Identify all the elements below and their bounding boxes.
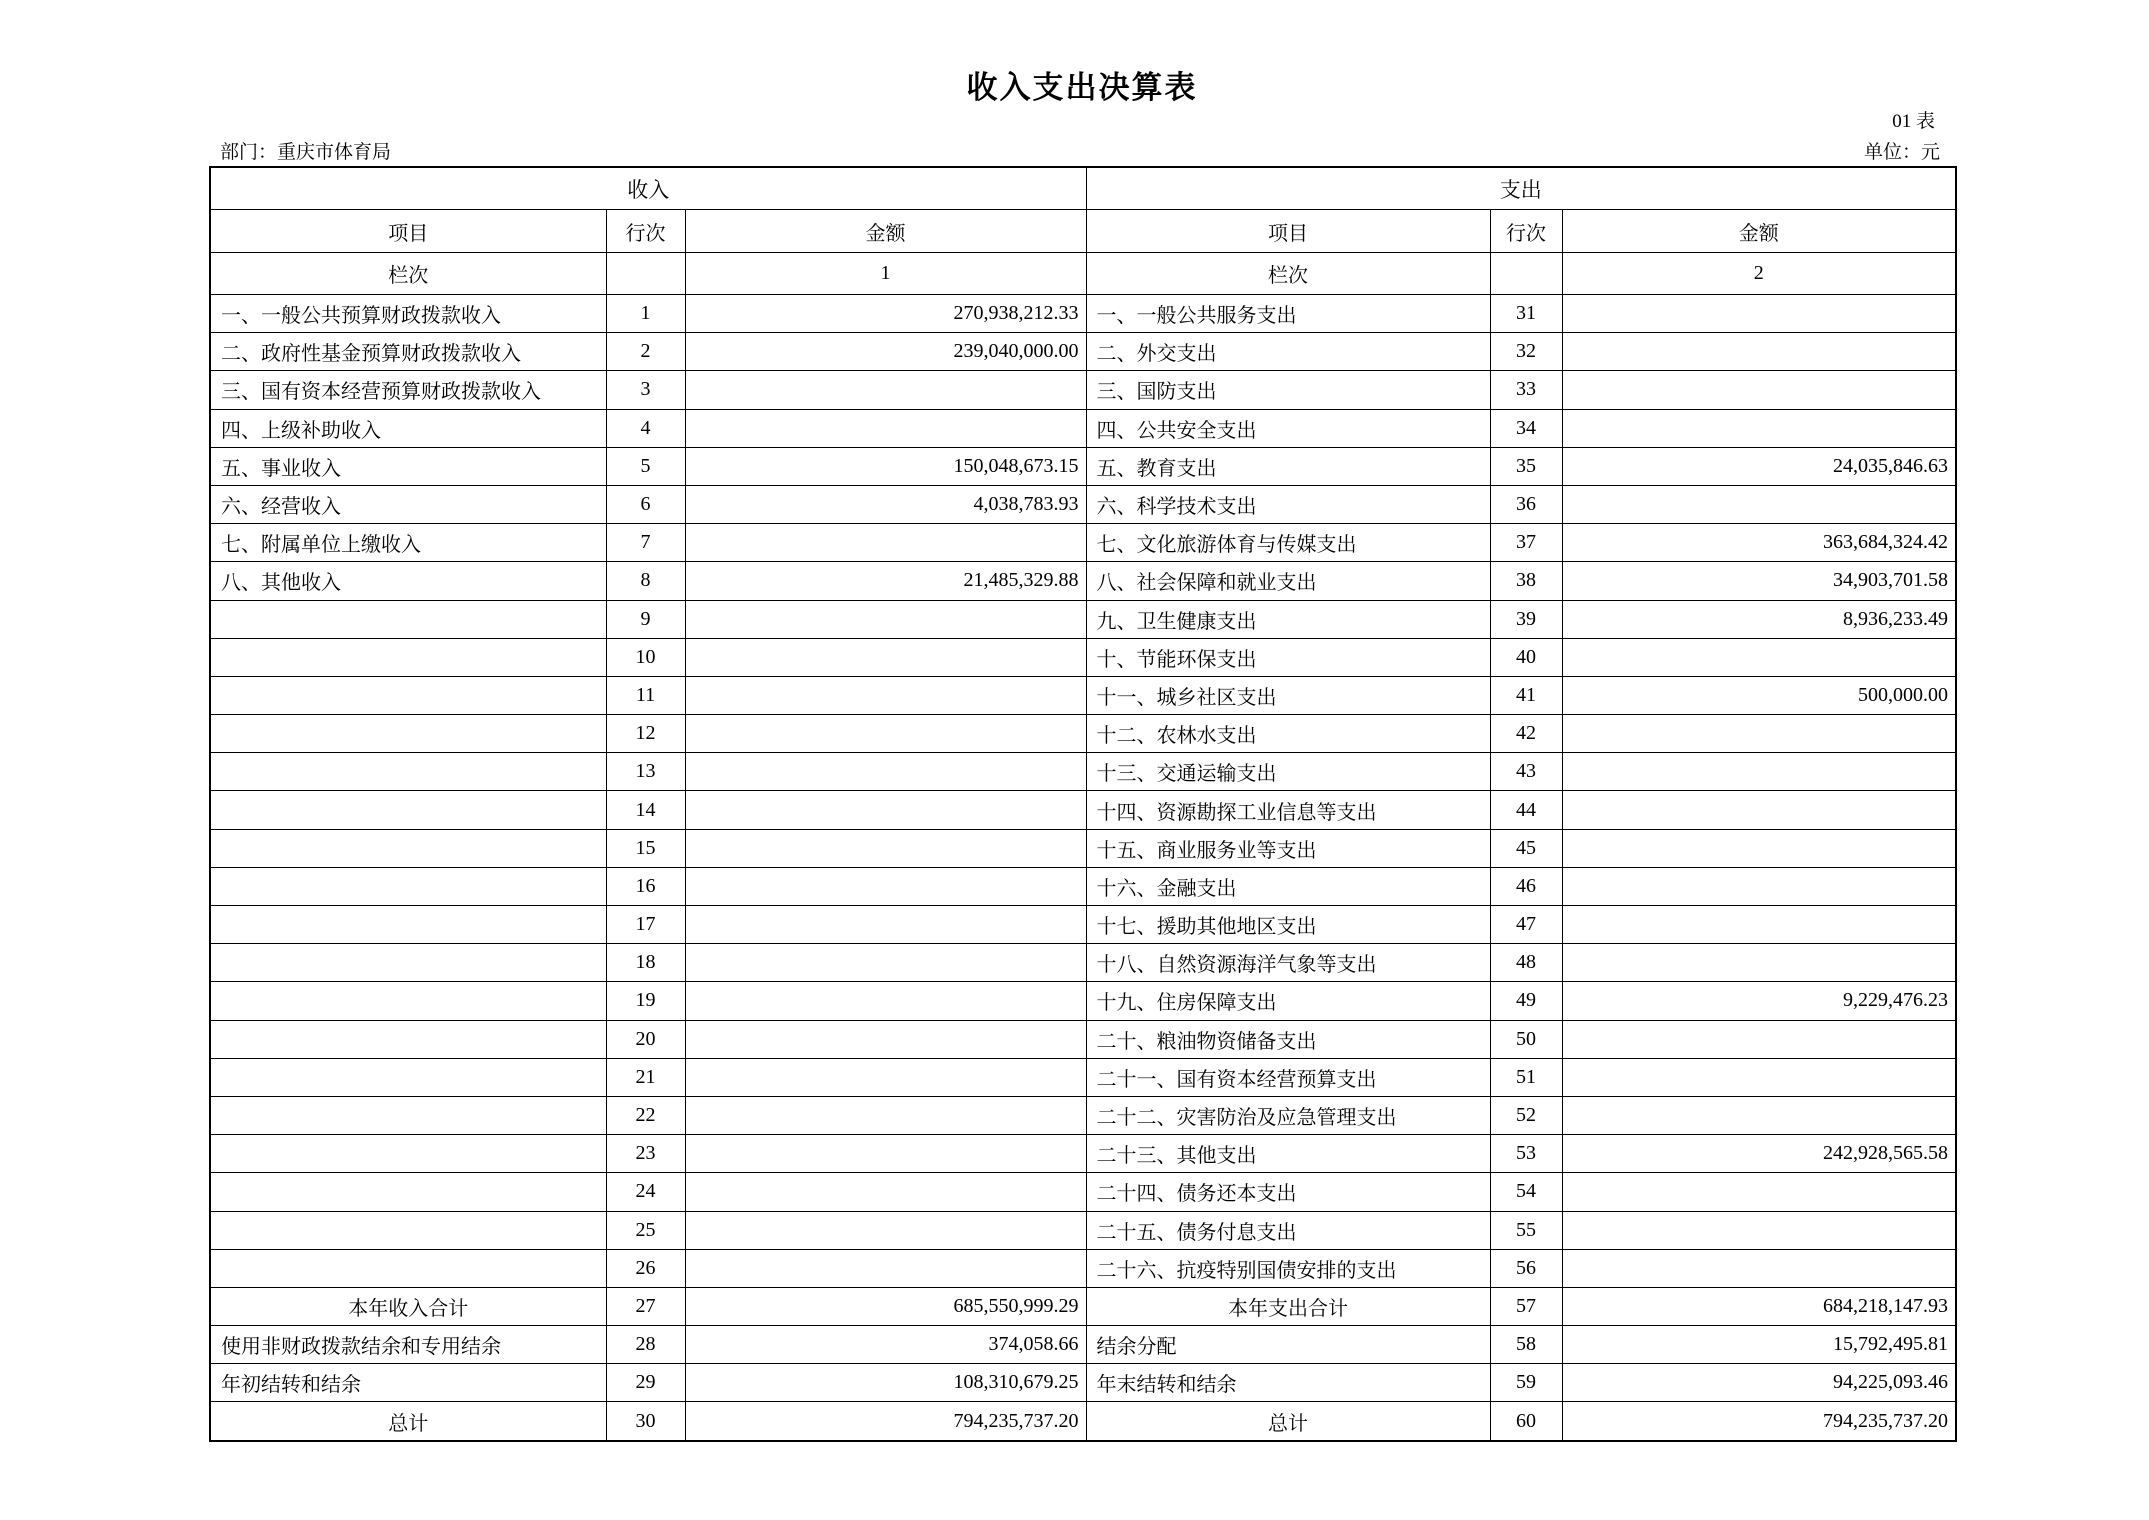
income-item-cell [210,638,606,676]
table-row [210,524,1956,562]
expense-line-no-cell: 56 [1490,1249,1562,1287]
expense-item-cell: 七、文化旅游体育与传媒支出 [1086,524,1490,562]
income-item-cell [210,1249,606,1287]
income-item-cell [210,906,606,944]
expense-amount-column-header: 金额 [1562,210,1956,253]
income-line-no-cell: 14 [606,791,685,829]
income-item-cell: 八、其他收入 [210,562,606,600]
expense-line-no-cell: 59 [1490,1364,1562,1402]
income-line-no-cell: 27 [606,1287,685,1325]
income-item-cell: 四、上级补助收入 [210,409,606,447]
expense-item-cell: 十八、自然资源海洋气象等支出 [1086,944,1490,982]
table-row [210,1135,1956,1173]
table-row [210,562,1956,600]
table-row [210,829,1956,867]
expense-item-cell: 十六、金融支出 [1086,867,1490,905]
expense-item-cell: 三、国防支出 [1086,371,1490,409]
expense-item-cell: 十五、商业服务业等支出 [1086,829,1490,867]
expense-item-cell: 二十六、抗疫特别国债安排的支出 [1086,1249,1490,1287]
income-line-no-cell: 28 [606,1326,685,1364]
income-item-column-header: 项目 [210,210,606,253]
expense-amount-cell: 794,235,737.20 [1562,1402,1956,1441]
column-index-row [210,253,1956,295]
income-item-cell [210,1135,606,1173]
table-row [210,333,1956,371]
expense-amount-cell: 242,928,565.58 [1562,1135,1956,1173]
expense-amount-cell [1562,371,1956,409]
income-amount-cell: 21,485,329.88 [685,562,1086,600]
income-amount-cell [685,791,1086,829]
expense-line-no-cell: 54 [1490,1173,1562,1211]
expense-amount-cell: 94,225,093.46 [1562,1364,1956,1402]
expense-item-cell: 总计 [1086,1402,1490,1441]
income-item-cell [210,829,606,867]
income-line-no-cell: 22 [606,1096,685,1134]
table-row [210,676,1956,714]
expense-amount-cell [1562,906,1956,944]
income-line-no-cell: 13 [606,753,685,791]
expense-line-no-cell: 45 [1490,829,1562,867]
expense-line-no-cell: 36 [1490,485,1562,523]
expense-amount-cell [1562,1173,1956,1211]
expense-amount-cell [1562,867,1956,905]
expense-amount-cell [1562,715,1956,753]
table-row [210,1402,1956,1441]
income-amount-cell: 374,058.66 [685,1326,1086,1364]
income-line-no-blank-cell [606,253,685,295]
income-item-cell [210,1173,606,1211]
unit-label: 单位：元 [1863,142,1940,163]
expense-amount-cell [1562,333,1956,371]
expense-line-no-cell: 32 [1490,333,1562,371]
income-line-no-cell: 25 [606,1211,685,1249]
income-amount-cell [685,638,1086,676]
income-amount-cell [685,1135,1086,1173]
income-line-no-cell: 18 [606,944,685,982]
expense-item-cell: 结余分配 [1086,1326,1490,1364]
income-amount-cell: 270,938,212.33 [685,295,1086,333]
income-line-no-cell: 19 [606,982,685,1020]
table-row [210,485,1956,523]
income-amount-cell [685,906,1086,944]
expense-item-cell: 十一、城乡社区支出 [1086,676,1490,714]
expense-line-no-cell: 49 [1490,982,1562,1020]
expense-item-cell: 十二、农林水支出 [1086,715,1490,753]
income-amount-cell [685,1249,1086,1287]
income-line-no-cell: 2 [606,333,685,371]
expense-line-no-cell: 48 [1490,944,1562,982]
department-label: 部门：重庆市体育局 [220,142,392,163]
expense-line-no-cell: 39 [1490,600,1562,638]
expense-item-cell: 二十、粮油物资储备支出 [1086,1020,1490,1058]
income-amount-cell [685,1173,1086,1211]
expense-amount-cell [1562,1020,1956,1058]
expense-line-no-cell: 55 [1490,1211,1562,1249]
expense-line-no-cell: 47 [1490,906,1562,944]
income-line-no-cell: 16 [606,867,685,905]
expense-amount-cell: 8,936,233.49 [1562,600,1956,638]
income-amount-cell [685,753,1086,791]
expense-item-cell: 二十五、债务付息支出 [1086,1211,1490,1249]
income-expense-table [209,166,1957,1442]
income-line-no-cell: 7 [606,524,685,562]
expense-item-cell: 十、节能环保支出 [1086,638,1490,676]
table-row [210,371,1956,409]
table-row [210,715,1956,753]
table-row [210,1020,1956,1058]
income-amount-cell: 239,040,000.00 [685,333,1086,371]
expense-line-no-cell: 52 [1490,1096,1562,1134]
expense-item-cell: 二十一、国有资本经营预算支出 [1086,1058,1490,1096]
income-amount-cell [685,524,1086,562]
table-row [210,1096,1956,1134]
income-line-no-column-header: 行次 [606,210,685,253]
expense-line-no-cell: 33 [1490,371,1562,409]
income-item-cell: 五、事业收入 [210,447,606,485]
expense-line-no-cell: 60 [1490,1402,1562,1441]
expense-item-cell: 四、公共安全支出 [1086,409,1490,447]
expense-amount-cell: 363,684,324.42 [1562,524,1956,562]
income-item-cell: 使用非财政拨款结余和专用结余 [210,1326,606,1364]
income-item-cell: 一、一般公共预算财政拨款收入 [210,295,606,333]
income-amount-cell [685,409,1086,447]
income-item-cell: 二、政府性基金预算财政拨款收入 [210,333,606,371]
expense-line-no-cell: 43 [1490,753,1562,791]
expense-item-column-header: 项目 [1086,210,1490,253]
income-amount-cell [685,982,1086,1020]
page-title: 收入支出决算表 [966,70,1198,105]
table-row [210,982,1956,1020]
income-item-cell: 三、国有资本经营预算财政拨款收入 [210,371,606,409]
income-line-no-cell: 15 [606,829,685,867]
income-line-no-cell: 23 [606,1135,685,1173]
expense-item-cell: 二十四、债务还本支出 [1086,1173,1490,1211]
income-line-no-cell: 12 [606,715,685,753]
expense-item-cell: 八、社会保障和就业支出 [1086,562,1490,600]
expense-item-cell: 十九、住房保障支出 [1086,982,1490,1020]
income-amount-cell [685,676,1086,714]
expense-amount-cell [1562,1058,1956,1096]
income-item-cell [210,600,606,638]
table-row [210,447,1956,485]
expense-amount-cell: 9,229,476.23 [1562,982,1956,1020]
expense-item-cell: 五、教育支出 [1086,447,1490,485]
income-amount-cell [685,867,1086,905]
expense-line-no-cell: 31 [1490,295,1562,333]
expense-amount-cell: 34,903,701.58 [1562,562,1956,600]
expense-line-no-cell: 51 [1490,1058,1562,1096]
expense-amount-cell [1562,791,1956,829]
expense-line-no-cell: 35 [1490,447,1562,485]
expense-line-no-cell: 40 [1490,638,1562,676]
expense-line-no-cell: 41 [1490,676,1562,714]
income-item-cell: 本年收入合计 [210,1287,606,1325]
expense-item-cell: 一、一般公共服务支出 [1086,295,1490,333]
table-row [210,1326,1956,1364]
table-row [210,1058,1956,1096]
income-item-cell [210,1058,606,1096]
income-amount-cell: 108,310,679.25 [685,1364,1086,1402]
expense-item-cell: 二、外交支出 [1086,333,1490,371]
expense-item-cell: 十七、援助其他地区支出 [1086,906,1490,944]
expense-amount-cell: 684,218,147.93 [1562,1287,1956,1325]
income-item-cell [210,791,606,829]
expense-line-no-cell: 50 [1490,1020,1562,1058]
section-header-row [210,167,1956,210]
table-row [210,1173,1956,1211]
expense-item-cell: 六、科学技术支出 [1086,485,1490,523]
expense-section-header: 支出 [1086,167,1956,210]
expense-amount-cell: 500,000.00 [1562,676,1956,714]
table-row [210,906,1956,944]
income-line-no-cell: 6 [606,485,685,523]
expense-line-no-cell: 37 [1490,524,1562,562]
income-line-no-cell: 30 [606,1402,685,1441]
expense-column-index: 2 [1562,253,1956,295]
table-number: 01 表 [1892,111,1935,132]
expense-line-no-cell: 53 [1490,1135,1562,1173]
income-amount-cell [685,1211,1086,1249]
income-section-header: 收入 [210,167,1086,210]
income-line-no-cell: 8 [606,562,685,600]
income-line-no-cell: 21 [606,1058,685,1096]
expense-line-no-cell: 58 [1490,1326,1562,1364]
income-line-no-cell: 4 [606,409,685,447]
income-amount-cell: 685,550,999.29 [685,1287,1086,1325]
table-row [210,791,1956,829]
income-line-no-cell: 9 [606,600,685,638]
income-amount-cell: 150,048,673.15 [685,447,1086,485]
table-row [210,1211,1956,1249]
income-line-no-cell: 1 [606,295,685,333]
expense-item-cell: 本年支出合计 [1086,1287,1490,1325]
expense-line-no-cell: 44 [1490,791,1562,829]
income-item-cell [210,944,606,982]
income-item-cell [210,867,606,905]
expense-amount-cell [1562,1249,1956,1287]
table-row [210,638,1956,676]
income-amount-cell [685,944,1086,982]
income-column-index-label: 栏次 [210,253,606,295]
expense-amount-cell [1562,753,1956,791]
income-amount-cell: 794,235,737.20 [685,1402,1086,1441]
expense-amount-cell [1562,1211,1956,1249]
income-amount-cell [685,1096,1086,1134]
income-line-no-cell: 3 [606,371,685,409]
income-line-no-cell: 29 [606,1364,685,1402]
income-amount-cell [685,600,1086,638]
income-line-no-cell: 11 [606,676,685,714]
table-row [210,867,1956,905]
expense-amount-cell [1562,485,1956,523]
expense-amount-cell [1562,638,1956,676]
expense-line-no-cell: 46 [1490,867,1562,905]
income-item-cell: 七、附属单位上缴收入 [210,524,606,562]
income-item-cell [210,1211,606,1249]
income-item-cell: 六、经营收入 [210,485,606,523]
income-item-cell [210,753,606,791]
income-line-no-cell: 10 [606,638,685,676]
income-column-index: 1 [685,253,1086,295]
table-row [210,600,1956,638]
table-row [210,944,1956,982]
income-line-no-cell: 24 [606,1173,685,1211]
income-line-no-cell: 26 [606,1249,685,1287]
expense-amount-cell [1562,295,1956,333]
expense-item-cell: 二十二、灾害防治及应急管理支出 [1086,1096,1490,1134]
expense-line-no-cell: 38 [1490,562,1562,600]
expense-item-cell: 十四、资源勘探工业信息等支出 [1086,791,1490,829]
income-line-no-cell: 5 [606,447,685,485]
table-row [210,295,1956,333]
expense-amount-cell [1562,1096,1956,1134]
income-line-no-cell: 20 [606,1020,685,1058]
expense-amount-cell [1562,409,1956,447]
income-amount-cell: 4,038,783.93 [685,485,1086,523]
income-amount-column-header: 金额 [685,210,1086,253]
table-row [210,753,1956,791]
income-amount-cell [685,715,1086,753]
expense-item-cell: 二十三、其他支出 [1086,1135,1490,1173]
expense-amount-cell [1562,829,1956,867]
expense-line-no-cell: 34 [1490,409,1562,447]
expense-column-index-label: 栏次 [1086,253,1490,295]
expense-line-no-column-header: 行次 [1490,210,1562,253]
expense-amount-cell [1562,944,1956,982]
expense-line-no-cell: 42 [1490,715,1562,753]
income-item-cell [210,1096,606,1134]
income-amount-cell [685,1020,1086,1058]
expense-item-cell: 十三、交通运输支出 [1086,753,1490,791]
income-line-no-cell: 17 [606,906,685,944]
table-row [210,1249,1956,1287]
expense-item-cell: 年末结转和结余 [1086,1364,1490,1402]
income-amount-cell [685,1058,1086,1096]
income-item-cell: 总计 [210,1402,606,1441]
expense-amount-cell: 15,792,495.81 [1562,1326,1956,1364]
income-amount-cell [685,371,1086,409]
expense-line-no-cell: 57 [1490,1287,1562,1325]
income-item-cell [210,982,606,1020]
table-row [210,409,1956,447]
income-item-cell: 年初结转和结余 [210,1364,606,1402]
income-amount-cell [685,829,1086,867]
expense-line-no-blank-cell [1490,253,1562,295]
income-item-cell [210,715,606,753]
table-row [210,1364,1956,1402]
table-row [210,1287,1956,1325]
income-item-cell [210,1020,606,1058]
column-header-row [210,210,1956,253]
expense-amount-cell: 24,035,846.63 [1562,447,1956,485]
income-item-cell [210,676,606,714]
expense-item-cell: 九、卫生健康支出 [1086,600,1490,638]
